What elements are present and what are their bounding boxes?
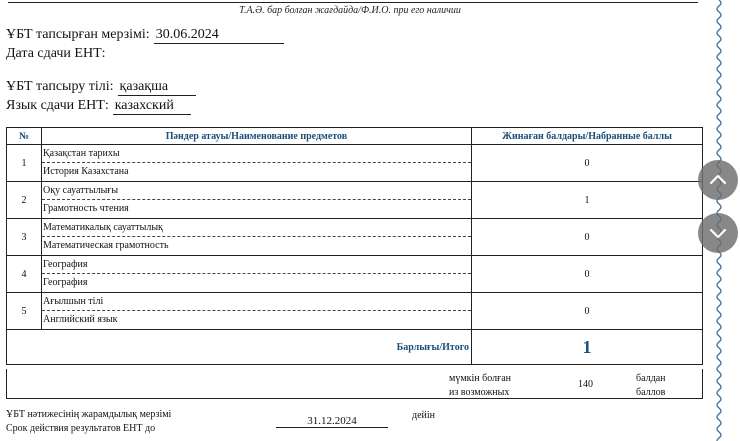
- row-subject: [42, 293, 472, 330]
- table-row: [7, 256, 703, 293]
- row-num: 2: [7, 182, 42, 219]
- row-score: 0: [472, 293, 703, 330]
- row-score: 0: [472, 219, 703, 256]
- table-row: [7, 219, 703, 256]
- chevron-down-icon: [707, 222, 729, 244]
- exam-language-label-kz: ҰБТ тапсыру тілі:: [6, 79, 114, 94]
- row-score: 0: [472, 256, 703, 293]
- max-score-label-kz: мүмкін болған: [449, 373, 511, 384]
- row-num: 5: [7, 293, 42, 330]
- exam-date-label-kz: ҰБТ тапсырған мерзімі:: [6, 27, 150, 42]
- table-row: [7, 293, 703, 330]
- subject-name-ru: Грамотность чтения: [43, 203, 129, 214]
- table-row: [7, 182, 703, 219]
- max-score-unit-kz: балдан: [636, 373, 666, 384]
- subject-name-kz: Қазақстан тарихы: [42, 145, 471, 163]
- table-row: [7, 145, 703, 182]
- subject-name-ru: География: [43, 277, 88, 288]
- name-field-note: Т.А.Ә. бар болған жағдайда/Ф.И.О. при его наличии: [239, 5, 461, 16]
- subject-name-kz: География: [42, 256, 471, 274]
- total-row: [7, 330, 703, 365]
- exam-date-line: [6, 26, 284, 44]
- header-num: №: [7, 128, 42, 145]
- row-num: 1: [7, 145, 42, 182]
- row-score: 1: [472, 182, 703, 219]
- results-table: [6, 127, 703, 365]
- chevron-up-icon: [707, 169, 729, 191]
- exam-language-value-ru: казахский: [113, 97, 191, 115]
- header-score: Жинаған балдары/Набранные баллы: [472, 128, 703, 145]
- exam-language-line-kz: [6, 78, 196, 96]
- subject-name-kz: Математикалық сауаттылық: [42, 219, 471, 237]
- total-label: Барлығы/Итого: [7, 330, 472, 365]
- exam-date-value: 30.06.2024: [154, 26, 284, 44]
- row-num: 3: [7, 219, 42, 256]
- header-subject: Пәндер атауы/Наименование предметов: [42, 128, 472, 145]
- row-subject: [42, 145, 472, 182]
- subject-name-ru: Английский язык: [43, 314, 118, 325]
- row-score: 0: [472, 145, 703, 182]
- scroll-up-button[interactable]: [698, 160, 738, 200]
- row-subject: [42, 219, 472, 256]
- exam-language-line-ru: [6, 97, 191, 115]
- max-score-box: [6, 369, 703, 399]
- exam-date-label-ru: Дата сдачи ЕНТ:: [6, 46, 106, 61]
- max-score-label-ru: из возможных: [449, 387, 510, 398]
- scroll-down-button[interactable]: [698, 213, 738, 253]
- max-score-unit-ru: баллов: [636, 387, 666, 398]
- subject-name-kz: Ағылшын тілі: [42, 293, 471, 311]
- exam-language-value-kz: қазақша: [118, 78, 196, 96]
- results-table-header: [7, 128, 703, 145]
- validity-label-ru: Срок действия результатов ЕНТ до: [6, 423, 156, 434]
- validity-suffix-kz: дейін: [412, 410, 436, 421]
- subject-name-kz: Оқу сауаттылығы: [42, 182, 471, 200]
- validity-label-kz: ҰБТ нәтижесінің жарамдылық мерзімі: [6, 409, 172, 420]
- subject-name-ru: История Казахстана: [43, 166, 129, 177]
- subject-name-ru: Математическая грамотность: [43, 240, 169, 251]
- row-subject: [42, 256, 472, 293]
- validity-date: 31.12.2024: [276, 415, 388, 428]
- total-value: 1: [472, 330, 703, 365]
- row-subject: [42, 182, 472, 219]
- max-score-value: 140: [578, 379, 593, 390]
- exam-language-label-ru: Язык сдачи ЕНТ:: [6, 98, 109, 113]
- top-rule: [8, 2, 698, 3]
- row-num: 4: [7, 256, 42, 293]
